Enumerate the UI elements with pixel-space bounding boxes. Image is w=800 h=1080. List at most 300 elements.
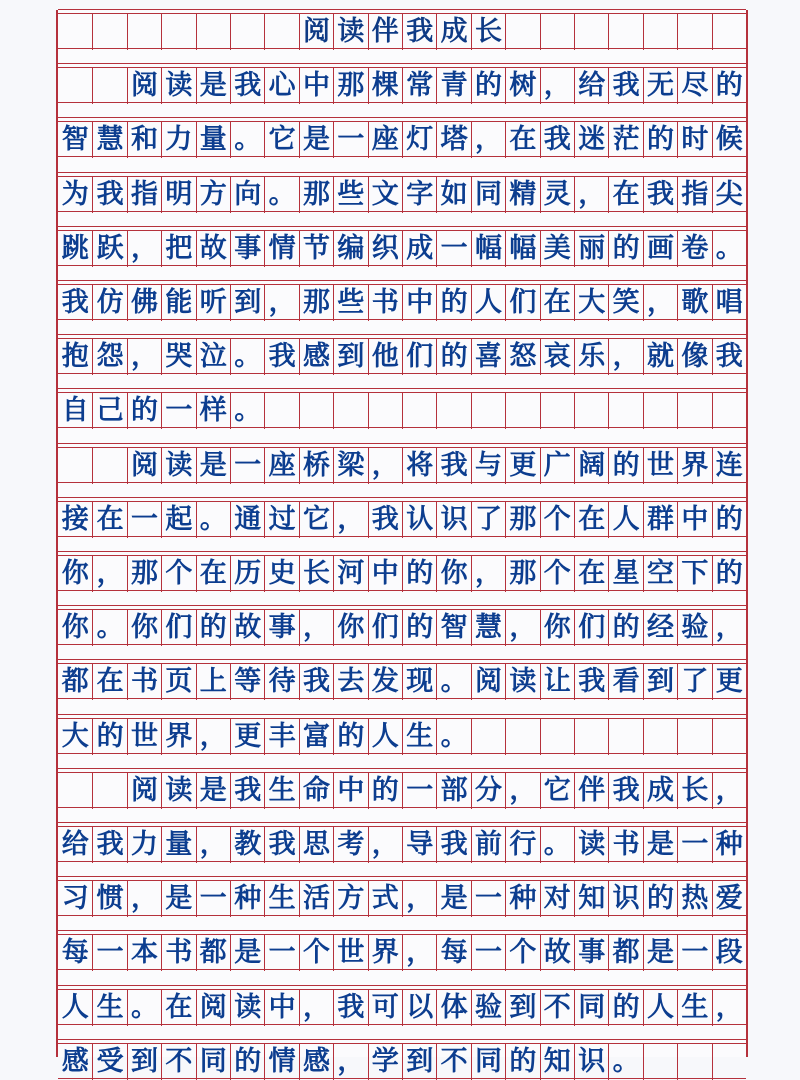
- grid-cell: 阅: [127, 68, 161, 104]
- text-row: [58, 501, 746, 537]
- grid-cell: 笑: [608, 285, 642, 321]
- grid-cell: 灯: [402, 122, 436, 158]
- grid-cell: 感: [299, 1044, 333, 1080]
- grid-cell: 阅: [127, 773, 161, 809]
- grid-cell: 一: [677, 827, 711, 863]
- text-row: [58, 609, 746, 645]
- grid-cell: 生: [264, 773, 298, 809]
- grid-cell: 认: [402, 502, 436, 538]
- grid-cell: 情: [264, 231, 298, 267]
- grid-cell: [712, 1044, 746, 1080]
- grid-cell: ，: [574, 177, 608, 213]
- grid-cell: [58, 773, 92, 809]
- grid-cell: 一: [264, 935, 298, 971]
- grid-cell: 大: [574, 285, 608, 321]
- grid-cell: [677, 393, 711, 429]
- grid-cell: 个: [540, 502, 574, 538]
- grid-cell: 在: [505, 122, 539, 158]
- rule-line: [58, 63, 746, 64]
- rule-line: [58, 985, 746, 986]
- grid-cell: 如: [436, 177, 470, 213]
- grid-cell: [333, 393, 367, 429]
- text-row: [58, 176, 746, 212]
- text-row: [58, 555, 746, 591]
- grid-cell: 惯: [92, 881, 126, 917]
- grid-cell: 的: [92, 719, 126, 755]
- grid-cell: 是: [196, 68, 230, 104]
- grid-cell: 的: [608, 610, 642, 646]
- grid-cell: 思: [299, 827, 333, 863]
- grid-cell: 跃: [92, 231, 126, 267]
- grid-cell: 河: [333, 556, 367, 592]
- grid-cell: ，: [264, 285, 298, 321]
- grid-cell: 验: [677, 610, 711, 646]
- grid-cell: [264, 14, 298, 50]
- grid-cell: 同: [196, 1044, 230, 1080]
- grid-cell: 长: [677, 773, 711, 809]
- grid-cell: 的: [712, 68, 746, 104]
- grid-cell: 丰: [264, 719, 298, 755]
- grid-cell: 尖: [712, 177, 746, 213]
- grid-cell: [471, 719, 505, 755]
- grid-cell: 佛: [127, 285, 161, 321]
- grid-cell: 学: [368, 1044, 402, 1080]
- grid-cell: 哭: [161, 339, 195, 375]
- grid-cell: 前: [471, 827, 505, 863]
- grid-cell: 同: [471, 1044, 505, 1080]
- grid-cell: ，: [299, 990, 333, 1026]
- grid-cell: 界: [368, 935, 402, 971]
- grid-cell: 乐: [574, 339, 608, 375]
- grid-cell: 节: [299, 231, 333, 267]
- grid-cell: [608, 393, 642, 429]
- grid-cell: [92, 68, 126, 104]
- grid-cell: 们: [402, 339, 436, 375]
- grid-cell: 富: [299, 719, 333, 755]
- grid-cell: 爱: [712, 881, 746, 917]
- grid-cell: 我: [712, 339, 746, 375]
- grid-cell: 连: [712, 448, 746, 484]
- grid-cell: 给: [61, 829, 89, 860]
- grid-cell: 阅: [299, 14, 333, 50]
- grid-cell: 知: [540, 1044, 574, 1080]
- grid-cell: 受: [92, 1044, 126, 1080]
- grid-cell: 怨: [92, 339, 126, 375]
- grid-cell: 了: [471, 502, 505, 538]
- grid-cell: 与: [471, 448, 505, 484]
- grid-cell: 我: [264, 827, 298, 863]
- grid-cell: 那: [127, 556, 161, 592]
- grid-cell: 经: [643, 610, 677, 646]
- grid-cell: 习: [61, 883, 89, 915]
- grid-cell: [574, 393, 608, 429]
- grid-cell: 跳: [61, 232, 89, 264]
- grid-cell: 识: [436, 502, 470, 538]
- grid-cell: 的: [402, 556, 436, 592]
- grid-cell: ，: [471, 122, 505, 158]
- grid-cell: 方: [333, 881, 367, 917]
- grid-cell: 在: [196, 556, 230, 592]
- grid-cell: 我: [92, 177, 126, 213]
- grid-cell: [264, 393, 298, 429]
- grid-cell: ，: [402, 881, 436, 917]
- grid-cell: 页: [161, 664, 195, 700]
- grid-cell: 阅: [196, 990, 230, 1026]
- grid-cell: 更: [505, 448, 539, 484]
- grid-cell: [58, 448, 92, 484]
- rule-line: [58, 822, 746, 823]
- grid-cell: 你: [540, 610, 574, 646]
- grid-cell: [677, 14, 711, 50]
- grid-cell: 些: [333, 285, 367, 321]
- grid-cell: 成: [436, 14, 470, 50]
- grid-cell: 。: [230, 393, 264, 429]
- grid-cell: 到: [643, 664, 677, 700]
- grid-cell: 自: [61, 395, 89, 427]
- grid-cell: 书: [608, 827, 642, 863]
- grid-cell: 同: [471, 177, 505, 213]
- grid-cell: [643, 393, 677, 429]
- grid-cell: 在: [92, 664, 126, 700]
- grid-cell: 导: [402, 827, 436, 863]
- grid-cell: 力: [161, 122, 195, 158]
- text-row: [58, 447, 746, 483]
- grid-cell: 是: [161, 881, 195, 917]
- grid-cell: 大: [61, 720, 89, 752]
- grid-cell: 我: [61, 287, 89, 318]
- grid-cell: 读: [161, 68, 195, 104]
- grid-cell: 的: [643, 122, 677, 158]
- grid-cell: 样: [196, 393, 230, 429]
- grid-cell: 智: [436, 610, 470, 646]
- grid-cell: 部: [436, 773, 470, 809]
- grid-cell: 种: [230, 881, 264, 917]
- grid-cell: 的: [608, 990, 642, 1026]
- grid-cell: 到: [402, 1044, 436, 1080]
- grid-cell: 。: [608, 1044, 642, 1080]
- grid-cell: 们: [574, 610, 608, 646]
- text-row: [58, 826, 746, 862]
- grid-cell: 式: [368, 881, 402, 917]
- grid-cell: 那: [299, 177, 333, 213]
- grid-cell: 是: [196, 448, 230, 484]
- grid-cell: 上: [196, 664, 230, 700]
- grid-cell: [92, 448, 126, 484]
- grid-cell: 都: [608, 935, 642, 971]
- grid-cell: 座: [368, 122, 402, 158]
- grid-cell: [402, 393, 436, 429]
- grid-cell: 一: [196, 881, 230, 917]
- grid-cell: 我: [264, 339, 298, 375]
- grid-cell: 的: [712, 502, 746, 538]
- rule-line: [58, 768, 746, 769]
- grid-cell: 一: [471, 935, 505, 971]
- grid-cell: [574, 719, 608, 755]
- rule-line: [58, 497, 746, 498]
- grid-cell: [677, 719, 711, 755]
- grid-cell: 空: [643, 556, 677, 592]
- grid-cell: 我: [368, 502, 402, 538]
- grid-cell: 方: [196, 177, 230, 213]
- grid-cell: 怒: [505, 339, 539, 375]
- grid-cell: 的: [127, 393, 161, 429]
- grid-cell: 们: [161, 610, 195, 646]
- text-row: [58, 230, 746, 266]
- grid-cell: 你: [127, 610, 161, 646]
- grid-cell: 我: [333, 990, 367, 1026]
- grid-cell: [574, 14, 608, 50]
- grid-cell: 在: [161, 990, 195, 1026]
- grid-cell: 迷: [574, 122, 608, 158]
- grid-cell: [608, 719, 642, 755]
- grid-cell: 们: [505, 285, 539, 321]
- grid-cell: 中: [368, 556, 402, 592]
- rule-line: [58, 172, 746, 173]
- grid-cell: 它: [264, 122, 298, 158]
- grid-cell: 。: [264, 177, 298, 213]
- grid-cell: 尽: [677, 68, 711, 104]
- grid-cell: 命: [299, 773, 333, 809]
- grid-cell: 它: [540, 773, 574, 809]
- grid-cell: 我: [608, 773, 642, 809]
- grid-cell: 的: [368, 773, 402, 809]
- grid-cell: ，: [505, 773, 539, 809]
- grid-cell: 画: [643, 231, 677, 267]
- grid-cell: 感: [299, 339, 333, 375]
- grid-cell: 我: [299, 664, 333, 700]
- grid-cell: 的: [608, 448, 642, 484]
- rule-line: [58, 714, 746, 715]
- grid-cell: 不: [436, 1044, 470, 1080]
- essay-grid-paper: [56, 10, 748, 1077]
- grid-cell: ，: [712, 610, 746, 646]
- grid-cell: 一: [127, 502, 161, 538]
- grid-cell: 都: [61, 666, 89, 698]
- grid-cell: 书: [127, 664, 161, 700]
- rule-line: [58, 605, 746, 606]
- grid-cell: 在: [574, 502, 608, 538]
- grid-cell: 中: [402, 285, 436, 321]
- grid-cell: 一: [436, 231, 470, 267]
- grid-cell: 仿: [92, 285, 126, 321]
- grid-cell: 候: [712, 122, 746, 158]
- grid-cell: 发: [368, 664, 402, 700]
- grid-cell: 那: [299, 285, 333, 321]
- grid-cell: 。: [230, 339, 264, 375]
- grid-cell: 哀: [540, 339, 574, 375]
- grid-cell: [505, 719, 539, 755]
- grid-cell: 我: [92, 827, 126, 863]
- grid-cell: 过: [264, 502, 298, 538]
- grid-cell: 每: [436, 935, 470, 971]
- grid-cell: 青: [436, 68, 470, 104]
- grid-cell: 广: [540, 448, 574, 484]
- grid-cell: 是: [643, 827, 677, 863]
- grid-cell: 看: [608, 664, 642, 700]
- grid-cell: 我: [436, 827, 470, 863]
- grid-cell: 故: [230, 610, 264, 646]
- grid-cell: 对: [540, 881, 574, 917]
- grid-cell: 长: [471, 14, 505, 50]
- grid-cell: 棵: [368, 68, 402, 104]
- grid-cell: 可: [368, 990, 402, 1026]
- grid-cell: 抱: [61, 341, 89, 373]
- grid-cell: [368, 393, 402, 429]
- grid-cell: 每: [61, 937, 89, 969]
- grid-cell: 喜: [471, 339, 505, 375]
- grid-cell: 读: [333, 14, 367, 50]
- grid-cell: 不: [540, 990, 574, 1026]
- rule-line: [58, 551, 746, 552]
- grid-cell: ，: [471, 556, 505, 592]
- text-row: [58, 1043, 746, 1079]
- grid-cell: 那: [333, 68, 367, 104]
- grid-cell: ，: [368, 827, 402, 863]
- grid-cell: 一: [92, 935, 126, 971]
- rule-line: [58, 226, 746, 227]
- grid-cell: 你: [61, 558, 89, 589]
- grid-cell: [92, 773, 126, 809]
- grid-cell: [540, 14, 574, 50]
- grid-cell: 。: [436, 664, 470, 700]
- text-row: [58, 718, 746, 754]
- grid-cell: 我: [436, 448, 470, 484]
- text-row: [58, 934, 746, 970]
- rule-line: [58, 280, 746, 281]
- grid-cell: 现: [402, 664, 436, 700]
- grid-cell: 生: [264, 881, 298, 917]
- grid-cell: 智: [61, 124, 89, 156]
- grid-cell: 成: [402, 231, 436, 267]
- grid-cell: 本: [127, 935, 161, 971]
- grid-cell: 个: [540, 556, 574, 592]
- text-row: [58, 880, 746, 916]
- grid-cell: [58, 14, 92, 50]
- grid-cell: [161, 14, 195, 50]
- grid-cell: ，: [608, 339, 642, 375]
- grid-cell: 己: [92, 393, 126, 429]
- grid-cell: 在: [574, 556, 608, 592]
- grid-cell: 塔: [436, 122, 470, 158]
- grid-cell: 中: [677, 502, 711, 538]
- grid-cell: 时: [677, 122, 711, 158]
- grid-cell: 种: [505, 881, 539, 917]
- grid-cell: 不: [161, 1044, 195, 1080]
- grid-cell: [712, 14, 746, 50]
- grid-cell: 人: [608, 502, 642, 538]
- grid-cell: 。: [436, 719, 470, 755]
- grid-cell: ，: [712, 990, 746, 1026]
- grid-cell: 伴: [574, 773, 608, 809]
- grid-cell: 的: [712, 556, 746, 592]
- grid-cell: ，: [643, 285, 677, 321]
- grid-cell: 在: [540, 285, 574, 321]
- grid-cell: 同: [574, 990, 608, 1026]
- grid-cell: 的: [436, 339, 470, 375]
- grid-cell: 泣: [196, 339, 230, 375]
- grid-cell: 人: [368, 719, 402, 755]
- grid-cell: ，: [196, 719, 230, 755]
- grid-cell: 长: [299, 556, 333, 592]
- rule-line: [58, 930, 746, 931]
- grid-cell: 的: [402, 610, 436, 646]
- grid-cell: 起: [161, 502, 195, 538]
- grid-cell: [712, 719, 746, 755]
- grid-cell: 中: [264, 990, 298, 1026]
- grid-cell: [436, 393, 470, 429]
- grid-cell: 到: [333, 339, 367, 375]
- grid-cell: 桥: [299, 448, 333, 484]
- grid-cell: 是: [436, 881, 470, 917]
- grid-cell: 感: [61, 1045, 89, 1077]
- grid-cell: 唱: [712, 285, 746, 321]
- grid-cell: [540, 719, 574, 755]
- grid-cell: [505, 14, 539, 50]
- grid-cell: 段: [712, 935, 746, 971]
- grid-cell: 读: [505, 664, 539, 700]
- grid-cell: 指: [127, 177, 161, 213]
- grid-cell: 。: [712, 231, 746, 267]
- grid-cell: 活: [299, 881, 333, 917]
- grid-cell: 个: [299, 935, 333, 971]
- grid-cell: 灵: [540, 177, 574, 213]
- grid-cell: 事: [264, 610, 298, 646]
- grid-cell: 那: [505, 556, 539, 592]
- grid-cell: 验: [471, 990, 505, 1026]
- grid-cell: 在: [608, 177, 642, 213]
- grid-cell: 幅: [505, 231, 539, 267]
- grid-cell: 的: [608, 231, 642, 267]
- grid-cell: 种: [712, 827, 746, 863]
- rule-line: [58, 334, 746, 335]
- grid-cell: 是: [299, 122, 333, 158]
- text-row: [58, 67, 746, 103]
- grid-cell: [643, 1044, 677, 1080]
- grid-cell: 史: [264, 556, 298, 592]
- grid-cell: 伴: [368, 14, 402, 50]
- grid-cell: 世: [127, 719, 161, 755]
- rule-line: [58, 659, 746, 660]
- grid-cell: 精: [505, 177, 539, 213]
- grid-cell: 梁: [333, 448, 367, 484]
- grid-cell: 以: [402, 990, 436, 1026]
- grid-cell: 和: [127, 122, 161, 158]
- grid-cell: 你: [333, 610, 367, 646]
- grid-cell: 在: [92, 502, 126, 538]
- grid-cell: 像: [677, 339, 711, 375]
- grid-cell: 文: [368, 177, 402, 213]
- grid-cell: 量: [196, 122, 230, 158]
- grid-cell: 树: [505, 68, 539, 104]
- grid-cell: 待: [264, 664, 298, 700]
- text-row: [58, 121, 746, 157]
- grid-cell: 历: [230, 556, 264, 592]
- grid-cell: 我: [230, 68, 264, 104]
- grid-cell: ，: [127, 881, 161, 917]
- grid-cell: 故: [196, 231, 230, 267]
- title-row: [58, 13, 746, 49]
- grid-cell: 到: [230, 285, 264, 321]
- grid-cell: 力: [127, 827, 161, 863]
- grid-cell: 的: [505, 1044, 539, 1080]
- grid-cell: 到: [127, 1044, 161, 1080]
- grid-cell: 星: [608, 556, 642, 592]
- grid-cell: 字: [402, 177, 436, 213]
- grid-cell: 它: [299, 502, 333, 538]
- grid-cell: 个: [161, 556, 195, 592]
- grid-cell: ，: [127, 339, 161, 375]
- grid-cell: 通: [230, 502, 264, 538]
